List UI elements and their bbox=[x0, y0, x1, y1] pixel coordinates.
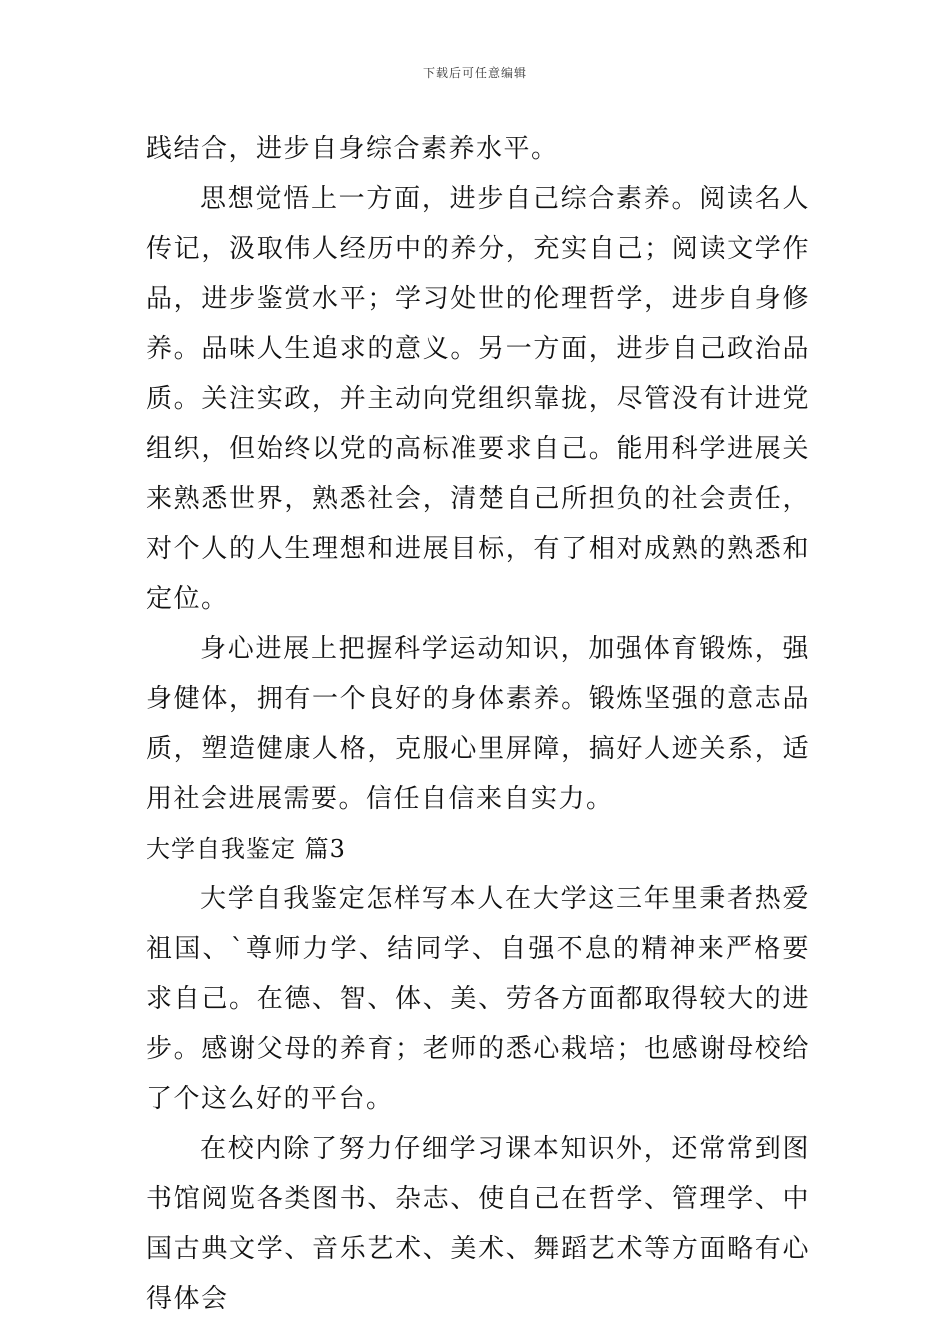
paragraph-thinking: 思想觉悟上一方面，进步自己综合素养。阅读名人传记，汲取伟人经历中的养分，充实自己；阅读文学作品，进步鉴赏水平；学习处世的伦理哲学，进步自身修养。品味人生追求的意义。另一方面，进步自己政治品质。关注实政，并主动向党组织靠拢，尽管没有计进党组织，但始终以党的高标准要求自己。能用科学进展关来熟悉世界，熟悉社会，清楚自己所担负的社会责任，对个人的人生理想和进展目标，有了相对成熟的熟悉和定位。 bbox=[146, 184, 810, 614]
paragraph-study: 在校内除了努力仔细学习课本知识外，还常常到图书馆阅览各类图书、杂志、使自己在哲学、管理学、中国古典文学、音乐艺术、美术、舞蹈艺术等方面略有心得体会 bbox=[146, 1134, 810, 1314]
document-body bbox=[146, 124, 810, 1324]
paragraph-self-appraisal: 大学自我鉴定怎样写本人在大学这三年里秉者热爱祖国、`尊师力学、结同学、自强不息的精神来严格要求自己。在德、智、体、美、劳各方面都取得较大的进步。感谢父母的养育；老师的悉心栽培；也感谢母校给了个这么好的平台。 bbox=[146, 884, 810, 1114]
section-heading: 大学自我鉴定 篇3 bbox=[146, 835, 346, 863]
page-header: 下载后可任意编辑 bbox=[422, 66, 527, 80]
paragraph-physical-mental: 身心进展上把握科学运动知识，加强体育锻炼，强身健体，拥有一个良好的身体素养。锻炼坚强的意志品质，塑造健康人格，克服心里屏障，搞好人迹关系，适用社会进展需要。信任自信来自实力。 bbox=[146, 634, 810, 814]
paragraph-continuation: 践结合，进步自身综合素养水平。 bbox=[146, 134, 559, 164]
